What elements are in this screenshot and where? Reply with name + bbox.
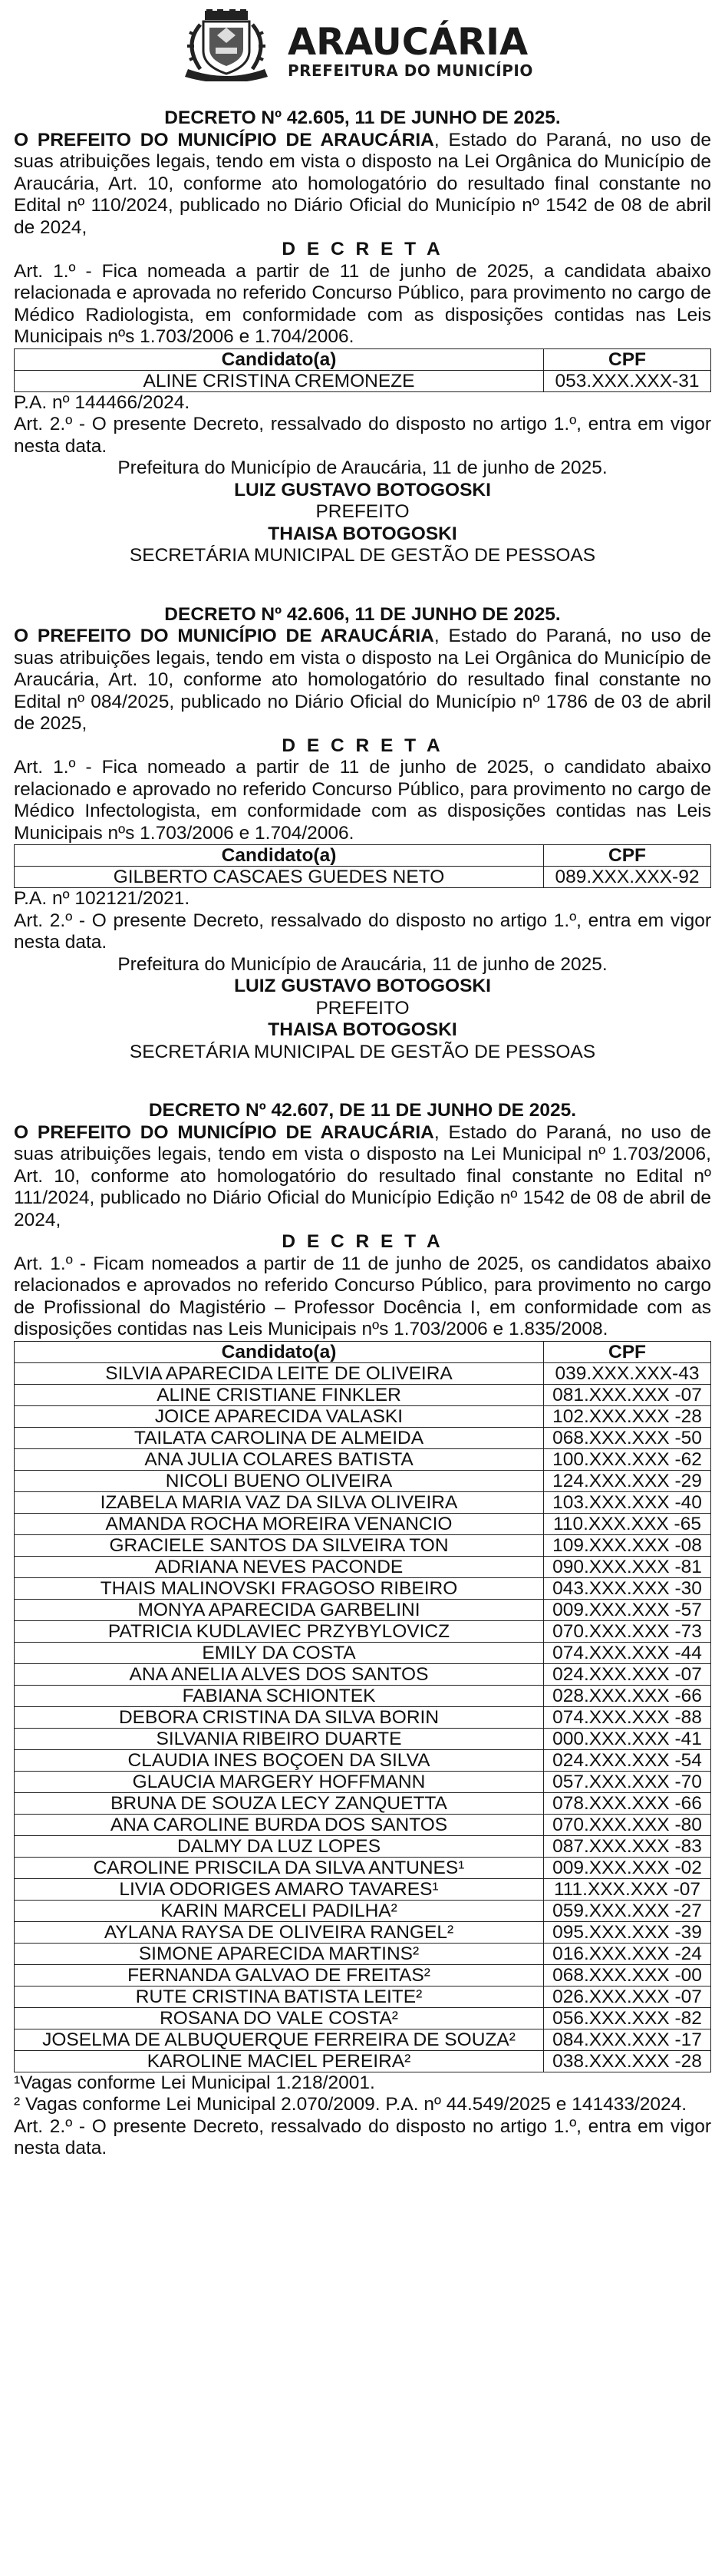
table-row — [15, 1470, 711, 1491]
table-row — [15, 2029, 711, 2050]
candidate-cpf: 087.XXX.XXX -83 — [544, 1835, 711, 1857]
signer-mayor: LUIZ GUSTAVO BOTOGOSKI — [234, 976, 491, 996]
candidate-cpf: 100.XXX.XXX -62 — [544, 1448, 711, 1470]
candidate-cpf: 038.XXX.XXX -28 — [544, 2050, 711, 2072]
table-row — [15, 1964, 711, 1986]
candidate-name: SILVIA APARECIDA LEITE DE OLIVEIRA — [15, 1362, 544, 1384]
preamble-bold: O PREFEITO DO MUNICÍPIO DE ARAUCÁRIA — [14, 626, 434, 646]
table-row — [15, 1427, 711, 1448]
article-2: Art. 2.º - O presente Decreto, ressalvado do disposto no artigo 1.º, entra em vigor nesta data. — [14, 2115, 711, 2158]
article-1: Art. 1.º - Fica nomeado a partir de 11 de junho de 2025, o candidato abaixo relacionado e aprovado no referido Concurso Público, para provimento no cargo de Médico Infectologista, em conformidade com as disposições contidas nas Leis Municipais nºs 1.703/2006 e 1.704/2006. — [14, 757, 711, 844]
decree-title: DECRETO Nº 42.606, 11 DE JUNHO DE 2025. — [164, 603, 561, 625]
brand-name: ARAUCÁRIA — [288, 21, 529, 64]
signer-secretary: THAISA BOTOGOSKI — [268, 1019, 457, 1040]
candidate-cpf: 078.XXX.XXX -66 — [544, 1792, 711, 1814]
candidate-name: ROSANA DO VALE COSTA² — [15, 2007, 544, 2029]
candidate-cpf: 090.XXX.XXX -81 — [544, 1556, 711, 1577]
article-1: Art. 1.º - Fica nomeada a partir de 11 de junho de 2025, a candidata abaixo relacionada e aprovada no referido Concurso Público, para provimento no cargo de Médico Radiologista, em conformidade com as disposições contidas nas Leis Municipais nºs 1.703/2006 e 1.704/2006. — [14, 260, 711, 347]
signer-secretary-role: SECRETÁRIA MUNICIPAL DE GESTÃO DE PESSOAS — [129, 545, 596, 566]
table-row — [15, 1599, 711, 1620]
table-row — [15, 1706, 711, 1728]
decreta-heading: D E C R E T A — [282, 239, 443, 259]
decree-preamble — [14, 1122, 711, 1232]
candidate-name: DALMY DA LUZ LOPES — [15, 1835, 544, 1857]
candidate-cpf: 089.XXX.XXX-92 — [544, 867, 711, 888]
candidate-name: ANA CAROLINE BURDA DOS SANTOS — [15, 1814, 544, 1835]
table-row — [15, 1405, 711, 1427]
candidate-name: GLAUCIA MARGERY HOFFMANN — [15, 1771, 544, 1792]
table-row — [15, 1384, 711, 1405]
candidate-name: MONYA APARECIDA GARBELINI — [15, 1599, 544, 1620]
decree-42606 — [14, 604, 711, 1064]
candidate-cpf: 124.XXX.XXX -29 — [544, 1470, 711, 1491]
candidate-cpf: 081.XXX.XXX -07 — [544, 1384, 711, 1405]
candidate-name: THAIS MALINOVSKI FRAGOSO RIBEIRO — [15, 1577, 544, 1599]
candidate-cpf: 028.XXX.XXX -66 — [544, 1685, 711, 1706]
candidate-name: AYLANA RAYSA DE OLIVEIRA RANGEL² — [15, 1921, 544, 1943]
table-row — [15, 1792, 711, 1814]
candidate-name: KARIN MARCELI PADILHA² — [15, 1900, 544, 1921]
candidate-cpf: 056.XXX.XXX -82 — [544, 2007, 711, 2029]
candidate-cpf: 026.XXX.XXX -07 — [544, 1986, 711, 2007]
candidate-cpf: 053.XXX.XXX-31 — [544, 370, 711, 391]
table-row — [15, 2050, 711, 2072]
candidate-cpf: 084.XXX.XXX -17 — [544, 2029, 711, 2050]
table-row — [15, 1900, 711, 1921]
candidate-name: LIVIA ODORIGES AMARO TAVARES¹ — [15, 1878, 544, 1900]
decree-preamble — [14, 130, 711, 239]
candidate-name: ANA ANELIA ALVES DOS SANTOS — [15, 1663, 544, 1685]
preamble-bold: O PREFEITO DO MUNICÍPIO DE ARAUCÁRIA — [14, 129, 434, 150]
table-row — [15, 1943, 711, 1964]
table-row — [15, 1685, 711, 1706]
article-2: Art. 2.º - O presente Decreto, ressalvado do disposto no artigo 1.º, entra em vigor nesta data. — [14, 910, 711, 953]
preamble-text: , Estado do Paraná, no uso de suas atribuições legais, tendo em vista o disposto na Lei Orgânica do Município de Araucária, Art. 10, conforme ato homologatório do resultado final constante no Edital nº 084/2025, publicado no Diário Oficial do Município nº 1786 de 03 de abril de 2025, — [14, 626, 711, 734]
candidate-cpf: 095.XXX.XXX -39 — [544, 1921, 711, 1943]
table-row — [15, 1771, 711, 1792]
column-header-cpf: CPF — [544, 1341, 711, 1362]
table-row — [15, 1878, 711, 1900]
table-row — [15, 1620, 711, 1642]
column-header-cpf: CPF — [544, 348, 711, 370]
municipal-seal-logo — [173, 9, 280, 81]
footnote-2: ² Vagas conforme Lei Municipal 2.070/2009. P.A. nº 44.549/2025 e 141433/2024. — [14, 2094, 687, 2115]
column-header-candidate: Candidato(a) — [15, 348, 544, 370]
candidate-cpf: 043.XXX.XXX -30 — [544, 1577, 711, 1599]
process-number: P.A. nº 144466/2024. — [14, 391, 190, 413]
candidate-name: ADRIANA NEVES PACONDE — [15, 1556, 544, 1577]
candidate-name: RUTE CRISTINA BATISTA LEITE² — [15, 1986, 544, 2007]
table-row — [15, 1577, 711, 1599]
candidate-name: ALINE CRISTIANE FINKLER — [15, 1384, 544, 1405]
decree-title: DECRETO Nº 42.605, 11 DE JUNHO DE 2025. — [164, 107, 561, 128]
candidate-cpf: 068.XXX.XXX -50 — [544, 1427, 711, 1448]
candidates-table — [14, 1341, 711, 2072]
candidate-cpf: 024.XXX.XXX -54 — [544, 1749, 711, 1771]
table-row — [15, 1857, 711, 1878]
table-row — [15, 1728, 711, 1749]
decreta-heading: D E C R E T A — [282, 735, 443, 756]
candidate-name: DEBORA CRISTINA DA SILVA BORIN — [15, 1706, 544, 1728]
candidate-cpf: 070.XXX.XXX -73 — [544, 1620, 711, 1642]
candidate-cpf: 009.XXX.XXX -57 — [544, 1599, 711, 1620]
candidate-name: SILVANIA RIBEIRO DUARTE — [15, 1728, 544, 1749]
decree-preamble — [14, 626, 711, 735]
article-2: Art. 2.º - O presente Decreto, ressalvado do disposto no artigo 1.º, entra em vigor nesta data. — [14, 414, 711, 457]
candidate-cpf: 102.XXX.XXX -28 — [544, 1405, 711, 1427]
candidate-name: EMILY DA COSTA — [15, 1642, 544, 1663]
table-row — [15, 1362, 711, 1384]
decree-42605 — [14, 107, 711, 567]
column-header-candidate: Candidato(a) — [15, 1341, 544, 1362]
candidate-cpf: 070.XXX.XXX -80 — [544, 1814, 711, 1835]
candidate-name: NICOLI BUENO OLIVEIRA — [15, 1470, 544, 1491]
table-row — [15, 1513, 711, 1534]
table-row — [15, 1556, 711, 1577]
candidate-name: ANA JULIA COLARES BATISTA — [15, 1448, 544, 1470]
preamble-text: , Estado do Paraná, no uso de suas atribuições legais, tendo em vista o disposto na Lei Orgânica do Município de Araucária, Art. 10, conforme ato homologatório do resultado final constante no Edital nº 110/2024, publicado no Diário Oficial do Município nº 1542 de 08 de abril de 2024, — [14, 129, 711, 238]
candidates-table — [14, 844, 711, 888]
preamble-bold: O PREFEITO DO MUNICÍPIO DE ARAUCÁRIA — [14, 1121, 434, 1143]
candidate-name: ALINE CRISTINA CREMONEZE — [15, 370, 544, 391]
candidate-cpf: 068.XXX.XXX -00 — [544, 1964, 711, 1986]
table-row — [15, 1814, 711, 1835]
table-row — [15, 1534, 711, 1556]
candidate-cpf: 000.XXX.XXX -41 — [544, 1728, 711, 1749]
place-date: Prefeitura do Município de Araucária, 11 de junho de 2025. — [117, 457, 608, 478]
table-row — [15, 1663, 711, 1685]
candidate-name: PATRICIA KUDLAVIEC PRZYBYLOVICZ — [15, 1620, 544, 1642]
brand-subtitle: PREFEITURA DO MUNICÍPIO — [288, 61, 533, 80]
table-row — [15, 1921, 711, 1943]
candidate-cpf: 109.XXX.XXX -08 — [544, 1534, 711, 1556]
candidates-table — [14, 348, 711, 392]
signer-mayor-role: PREFEITO — [315, 501, 410, 522]
decree-title: DECRETO Nº 42.607, DE 11 DE JUNHO DE 2025. — [148, 1100, 577, 1121]
candidate-name: FERNANDA GALVAO DE FREITAS² — [15, 1964, 544, 1986]
candidate-cpf: 016.XXX.XXX -24 — [544, 1943, 711, 1964]
footnote-1: ¹Vagas conforme Lei Municipal 1.218/2001. — [14, 2072, 375, 2093]
candidate-name: SIMONE APARECIDA MARTINS² — [15, 1943, 544, 1964]
process-number: P.A. nº 102121/2021. — [14, 888, 190, 909]
table-row — [15, 1835, 711, 1857]
candidate-cpf: 111.XXX.XXX -07 — [544, 1878, 711, 1900]
table-row — [15, 1749, 711, 1771]
signer-mayor-role: PREFEITO — [315, 997, 410, 1019]
document-content — [14, 107, 711, 2197]
candidate-name: TAILATA CAROLINA DE ALMEIDA — [15, 1427, 544, 1448]
candidate-cpf: 074.XXX.XXX -44 — [544, 1642, 711, 1663]
candidate-name: BRUNA DE SOUZA LECY ZANQUETTA — [15, 1792, 544, 1814]
candidate-cpf: 039.XXX.XXX-43 — [544, 1362, 711, 1384]
table-row — [15, 370, 711, 391]
preamble-text: , Estado do Paraná, no uso de suas atribuições legais, tendo em vista o disposto na Lei Municipal nº 1.703/2006, Art. 10, conforme ato homologatório do resultado final constante no Edital nº 111/2024, publicado no Diário Oficial do Município Edição nº 1542 de 08 de abril de 2024, — [14, 1121, 711, 1230]
candidate-name: JOICE APARECIDA VALASKI — [15, 1405, 544, 1427]
candidate-name: AMANDA ROCHA MOREIRA VENANCIO — [15, 1513, 544, 1534]
place-date: Prefeitura do Município de Araucária, 11 de junho de 2025. — [117, 953, 608, 975]
candidate-name: FABIANA SCHIONTEK — [15, 1685, 544, 1706]
table-row — [15, 2007, 711, 2029]
column-header-candidate: Candidato(a) — [15, 845, 544, 867]
column-header-cpf: CPF — [544, 845, 711, 867]
table-row — [15, 1491, 711, 1513]
header — [0, 6, 725, 83]
candidate-name: CLAUDIA INES BOÇOEN DA SILVA — [15, 1749, 544, 1771]
candidate-cpf: 024.XXX.XXX -07 — [544, 1663, 711, 1685]
table-row — [15, 1642, 711, 1663]
table-row — [15, 1986, 711, 2007]
signer-secretary-role: SECRETÁRIA MUNICIPAL DE GESTÃO DE PESSOAS — [129, 1041, 596, 1062]
table-row — [15, 1448, 711, 1470]
signer-secretary: THAISA BOTOGOSKI — [268, 523, 457, 544]
candidates-table-body — [15, 1362, 711, 2072]
article-1: Art. 1.º - Ficam nomeados a partir de 11 de junho de 2025, os candidatos abaixo relacionados e aprovados no referido Concurso Público, para provimento no cargo de Profissional do Magistério – Professor Docência I, em conformidade com as disposições contidas nas Leis Municipais nºs 1.703/2006 e 1.835/2008. — [14, 1253, 711, 1339]
candidate-name: KAROLINE MACIEL PEREIRA² — [15, 2050, 544, 2072]
decree-42607 — [14, 1100, 711, 2160]
candidate-name: IZABELA MARIA VAZ DA SILVA OLIVEIRA — [15, 1491, 544, 1513]
candidate-cpf: 103.XXX.XXX -40 — [544, 1491, 711, 1513]
candidate-cpf: 057.XXX.XXX -70 — [544, 1771, 711, 1792]
candidate-cpf: 110.XXX.XXX -65 — [544, 1513, 711, 1534]
candidate-cpf: 009.XXX.XXX -02 — [544, 1857, 711, 1878]
signer-mayor: LUIZ GUSTAVO BOTOGOSKI — [234, 479, 491, 500]
candidate-name: CAROLINE PRISCILA DA SILVA ANTUNES¹ — [15, 1857, 544, 1878]
candidate-name: GRACIELE SANTOS DA SILVEIRA TON — [15, 1534, 544, 1556]
candidate-cpf: 074.XXX.XXX -88 — [544, 1706, 711, 1728]
decreta-heading: D E C R E T A — [282, 1231, 443, 1252]
candidate-name: JOSELMA DE ALBUQUERQUE FERREIRA DE SOUZA² — [15, 2029, 544, 2050]
candidate-cpf: 059.XXX.XXX -27 — [544, 1900, 711, 1921]
table-row — [15, 867, 711, 888]
candidate-name: GILBERTO CASCAES GUEDES NETO — [15, 867, 544, 888]
